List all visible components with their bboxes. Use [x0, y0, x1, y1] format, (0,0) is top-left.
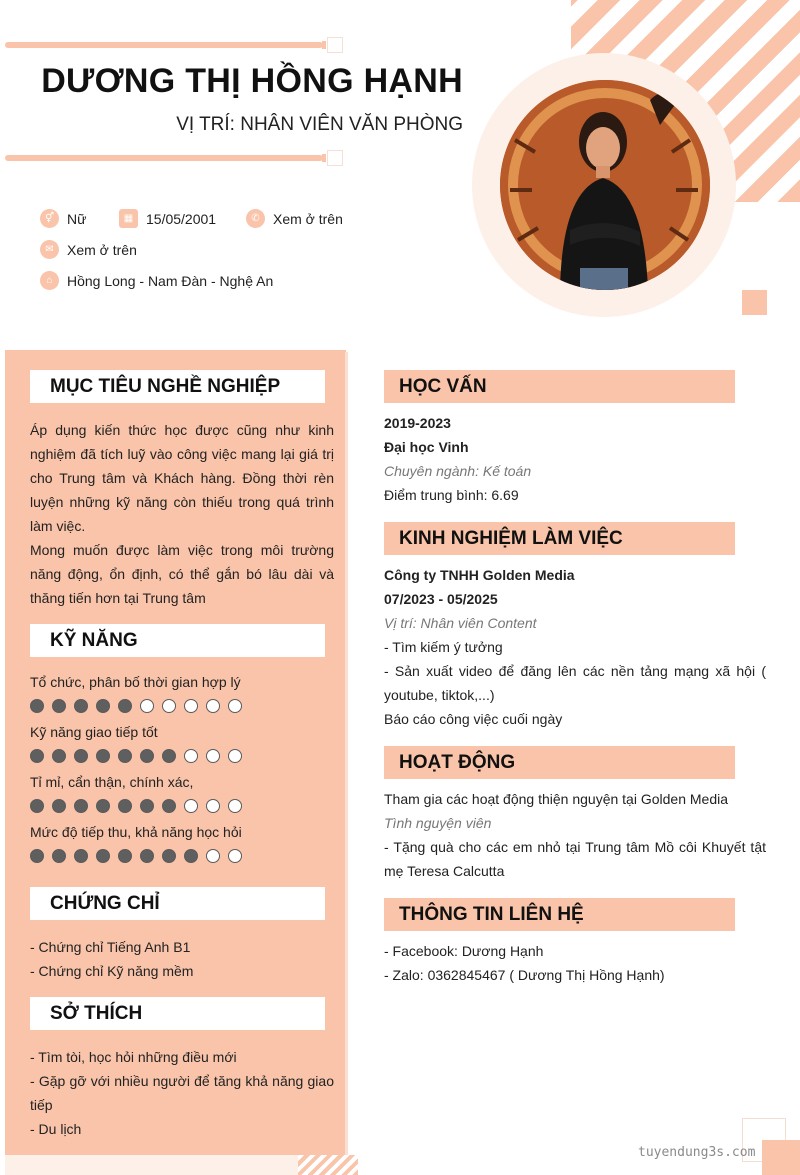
rating-dot-filled	[140, 749, 154, 763]
rating-dot-filled	[162, 799, 176, 813]
rating-dot-empty	[206, 749, 220, 763]
address-value: Hồng Long - Nam Đàn - Nghệ An	[67, 272, 274, 289]
rating-dot-empty	[206, 849, 220, 863]
rating-dot-filled	[52, 699, 66, 713]
footer-bar	[5, 1155, 346, 1175]
experience-duty-2: - Sản xuất video để đăng lên các nền tảng mạng xã hội ( youtube, tiktok,...)	[384, 663, 766, 703]
calendar-icon: ▦	[119, 209, 138, 228]
rating-dot-empty	[206, 799, 220, 813]
skill-rating	[30, 849, 242, 863]
rating-dot-filled	[30, 849, 44, 863]
info-email	[40, 240, 137, 259]
rating-dot-filled	[96, 749, 110, 763]
skill-name: Kỹ năng giao tiếp tốt	[30, 724, 158, 740]
rating-dot-filled	[30, 699, 44, 713]
rating-dot-filled	[118, 849, 132, 863]
education-years: 2019-2023	[384, 415, 451, 431]
rating-dot-filled	[162, 849, 176, 863]
rating-dot-empty	[228, 799, 242, 813]
decor-square	[742, 290, 767, 315]
education-major: Chuyên ngành: Kế toán	[384, 463, 532, 479]
profile-photo	[500, 80, 710, 290]
experience-company: Công ty TNHH Golden Media	[384, 567, 575, 583]
phone-value: Xem ở trên	[273, 210, 343, 227]
info-birthday	[119, 209, 216, 228]
experience-duty-1: - Tìm kiếm ý tưởng	[384, 639, 503, 655]
experience-role: Vị trí: Nhân viên Content	[384, 615, 537, 631]
education-gpa: Điểm trung bình: 6.69	[384, 487, 519, 503]
experience-period: 07/2023 - 05/2025	[384, 591, 498, 607]
rating-dot-filled	[52, 749, 66, 763]
email-value: Xem ở trên	[67, 241, 137, 258]
certificates-heading: CHỨNG CHỈ	[30, 887, 325, 920]
rating-dot-filled	[184, 849, 198, 863]
education-heading: HỌC VẤN	[384, 370, 735, 403]
footer-stripes	[298, 1155, 358, 1175]
birthday-value: 15/05/2001	[146, 210, 217, 227]
activities-line-2: - Tặng quà cho các em nhỏ tại Trung tâm Mồ côi Khuyết tật mẹ Teresa Calcutta	[384, 839, 766, 879]
rating-dot-empty	[184, 799, 198, 813]
certificate-item-1: - Chứng chỉ Tiếng Anh B1	[30, 939, 191, 955]
skill-rating	[30, 799, 242, 813]
rating-dot-empty	[162, 699, 176, 713]
rating-dot-filled	[52, 799, 66, 813]
contact-zalo: - Zalo: 0362845467 ( Dương Thị Hồng Hạnh)	[384, 967, 665, 983]
watermark-text: tuyendung3s.com	[638, 1145, 756, 1160]
experience-duty-3: Báo cáo công việc cuối ngày	[384, 711, 563, 727]
rating-dot-filled	[118, 699, 132, 713]
rating-dot-filled	[74, 849, 88, 863]
rating-dot-filled	[118, 799, 132, 813]
hobby-item-3: - Du lịch	[30, 1121, 82, 1137]
rating-dot-filled	[96, 849, 110, 863]
contact-heading: THÔNG TIN LIÊN HỆ	[384, 898, 735, 931]
certificate-item-2: - Chứng chỉ Kỹ năng mềm	[30, 963, 194, 979]
objective-heading: MỤC TIÊU NGHỀ NGHIỆP	[30, 370, 325, 403]
gender-icon: ⚥	[40, 209, 59, 228]
rating-dot-filled	[140, 799, 154, 813]
skill-name: Tổ chức, phân bố thời gian hợp lý	[30, 674, 241, 690]
hobby-item-2: - Gặp gỡ với nhiều người để tăng khả năng giao tiếp	[30, 1073, 334, 1113]
rating-dot-empty	[228, 849, 242, 863]
candidate-position: VỊ TRÍ: NHÂN VIÊN VĂN PHÒNG	[176, 114, 463, 135]
rating-dot-filled	[74, 799, 88, 813]
skill-rating	[30, 699, 242, 713]
rating-dot-filled	[140, 849, 154, 863]
rating-dot-filled	[118, 749, 132, 763]
skill-name: Tỉ mỉ, cẩn thận, chính xác,	[30, 774, 194, 790]
header-bottom-line	[5, 155, 323, 161]
corner-filled-square	[762, 1140, 800, 1175]
skill-name: Mức độ tiếp thu, khả năng học hỏi	[30, 824, 242, 840]
left-column-shadow	[345, 352, 348, 1155]
skills-heading: KỸ NĂNG	[30, 624, 325, 657]
rating-dot-filled	[96, 799, 110, 813]
rating-dot-empty	[228, 699, 242, 713]
rating-dot-empty	[140, 699, 154, 713]
email-icon: ✉	[40, 240, 59, 259]
rating-dot-filled	[74, 699, 88, 713]
rating-dot-filled	[74, 749, 88, 763]
education-school: Đại học Vinh	[384, 439, 469, 455]
skill-rating	[30, 749, 242, 763]
contact-facebook: - Facebook: Dương Hạnh	[384, 943, 544, 959]
gender-value: Nữ	[67, 210, 87, 227]
activities-heading: HOẠT ĐỘNG	[384, 746, 735, 779]
rating-dot-empty	[228, 749, 242, 763]
activities-role: Tình nguyện viên	[384, 815, 492, 831]
info-address	[40, 271, 273, 290]
hobbies-heading: SỞ THÍCH	[30, 997, 325, 1030]
rating-dot-filled	[52, 849, 66, 863]
info-gender	[40, 209, 86, 228]
home-icon: ⌂	[40, 271, 59, 290]
rating-dot-empty	[206, 699, 220, 713]
experience-heading: KINH NGHIỆM LÀM VIỆC	[384, 522, 735, 555]
hobby-item-1: - Tìm tòi, học hỏi những điều mới	[30, 1049, 237, 1065]
objective-text-1: Áp dụng kiến thức học được cũng như kinh nghiệm đã tích luỹ vào công việc mang lại giá trị cho Trung tâm và Khách hàng. Đồng thời rèn luyện những kỹ năng còn thiếu trong quá trình làm việc.	[30, 422, 334, 534]
activities-line-1: Tham gia các hoạt động thiện nguyện tại Golden Media	[384, 791, 729, 807]
rating-dot-filled	[30, 799, 44, 813]
rating-dot-filled	[162, 749, 176, 763]
phone-icon: ✆	[246, 209, 265, 228]
rating-dot-filled	[30, 749, 44, 763]
rating-dot-empty	[184, 749, 198, 763]
rating-dot-empty	[184, 699, 198, 713]
objective-text-2: Mong muốn được làm việc trong môi trường năng động, ổn định, có thể gắn bó lâu dài và thăng tiến hơn tại Trung tâm	[30, 542, 334, 606]
rating-dot-filled	[96, 699, 110, 713]
candidate-name: DƯƠNG THỊ HỒNG HẠNH	[41, 62, 463, 100]
header-top-line	[5, 42, 323, 48]
info-phone	[246, 209, 343, 228]
